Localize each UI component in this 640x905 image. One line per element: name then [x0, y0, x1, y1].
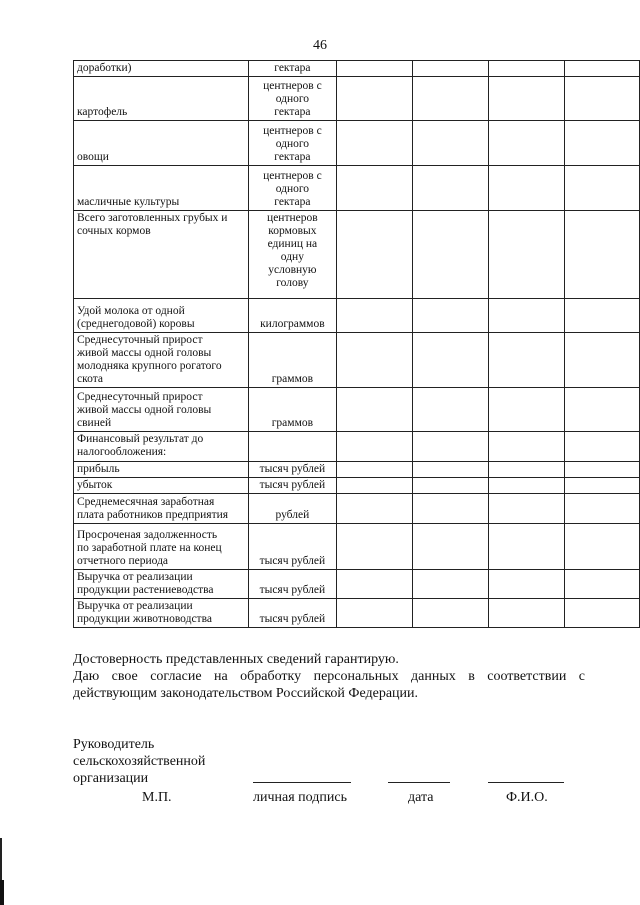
unit-cell	[249, 432, 336, 462]
indicator-name-line: Всего заготовленных грубых и	[77, 212, 228, 224]
indicator-name-line: картофель	[77, 106, 128, 118]
stamp-place-label: М.П.	[142, 790, 172, 805]
value-cell	[489, 333, 565, 388]
signature-role	[73, 736, 205, 787]
unit-line: одну	[280, 251, 304, 263]
indicator-name-line: Среднесуточный прирост	[77, 391, 203, 403]
value-cell	[336, 388, 412, 432]
value-cell	[489, 388, 565, 432]
value-cell	[412, 166, 488, 211]
value-cell	[489, 478, 565, 494]
indicator-name-cell	[74, 570, 249, 599]
name-caption: Ф.И.О.	[506, 790, 548, 805]
indicator-name-line: сочных кормов	[77, 225, 151, 237]
value-cell	[336, 478, 412, 494]
value-cell	[412, 333, 488, 388]
table-row	[74, 478, 640, 494]
value-cell	[565, 462, 640, 478]
table-row	[74, 599, 640, 628]
value-cell	[412, 121, 488, 166]
value-cell	[336, 432, 412, 462]
table-row	[74, 121, 640, 166]
table-row	[74, 77, 640, 121]
indicator-name-cell	[74, 61, 249, 77]
value-cell	[565, 494, 640, 524]
unit-line: гектара	[274, 62, 311, 74]
value-cell	[565, 166, 640, 211]
unit-line: гектара	[274, 196, 311, 208]
unit-line: тысяч рублей	[259, 463, 326, 475]
indicator-name-line: скота	[77, 373, 103, 385]
value-cell	[489, 211, 565, 299]
value-cell	[489, 299, 565, 333]
indicator-name-line: продукции растениеводства	[77, 584, 214, 596]
indicator-name-line: живой массы одной головы	[77, 347, 212, 359]
table-row	[74, 211, 640, 299]
value-cell	[489, 494, 565, 524]
indicator-name-cell	[74, 478, 249, 494]
value-cell	[336, 61, 412, 77]
value-cell	[565, 432, 640, 462]
date-line	[388, 782, 450, 783]
indicator-name-line: Просроченая задолженность	[77, 529, 218, 541]
value-cell	[336, 333, 412, 388]
value-cell	[565, 570, 640, 599]
signature-caption: личная подпись	[253, 790, 347, 805]
table-row	[74, 570, 640, 599]
declaration-guarantee: Достоверность представленных сведений гарантирую.	[73, 652, 399, 667]
value-cell	[489, 166, 565, 211]
indicator-name-line: Среднемесячная заработная	[77, 496, 215, 508]
value-cell	[412, 570, 488, 599]
value-cell	[412, 524, 488, 570]
unit-cell	[249, 570, 336, 599]
table-row	[74, 333, 640, 388]
role-line: Руководитель	[73, 737, 155, 752]
indicator-name-line: Выручка от реализации	[77, 571, 193, 583]
value-cell	[565, 524, 640, 570]
indicator-name-line: по заработной плате на конец	[77, 542, 222, 554]
indicator-name-line: овощи	[77, 151, 109, 163]
role-line: сельскохозяйственной	[73, 754, 206, 769]
value-cell	[412, 462, 488, 478]
unit-line: одного	[275, 93, 310, 105]
unit-line: рублей	[275, 509, 310, 521]
value-cell	[336, 570, 412, 599]
value-cell	[412, 599, 488, 628]
indicator-name-cell	[74, 77, 249, 121]
indicator-name-cell	[74, 299, 249, 333]
table-row	[74, 299, 640, 333]
unit-cell	[249, 166, 336, 211]
unit-line: центнеров с	[263, 170, 322, 182]
unit-cell	[249, 462, 336, 478]
indicator-name-line: доработки)	[77, 62, 132, 74]
unit-line: гектара	[274, 151, 311, 163]
value-cell	[565, 121, 640, 166]
value-cell	[336, 494, 412, 524]
value-cell	[489, 599, 565, 628]
value-cell	[336, 77, 412, 121]
indicator-name-cell	[74, 599, 249, 628]
value-cell	[412, 388, 488, 432]
unit-line: кормовых	[268, 225, 317, 237]
table-row	[74, 166, 640, 211]
indicator-name-line: Финансовый результат до	[77, 433, 204, 445]
indicators-table	[73, 60, 640, 628]
value-cell	[336, 211, 412, 299]
indicator-name-cell	[74, 166, 249, 211]
declaration-text	[73, 651, 585, 702]
indicator-name-line: прибыль	[77, 463, 120, 475]
table-row	[74, 388, 640, 432]
value-cell	[489, 524, 565, 570]
unit-cell	[249, 494, 336, 524]
value-cell	[489, 61, 565, 77]
unit-cell	[249, 121, 336, 166]
scan-edge-mark	[0, 880, 4, 905]
value-cell	[565, 478, 640, 494]
unit-cell	[249, 524, 336, 570]
table-row	[74, 61, 640, 77]
indicator-name-cell	[74, 462, 249, 478]
unit-line: тысяч рублей	[259, 584, 326, 596]
unit-cell	[249, 388, 336, 432]
indicator-name-line: Выручка от реализации	[77, 600, 193, 612]
unit-cell	[249, 599, 336, 628]
indicator-name-line: продукции животноводства	[77, 613, 212, 625]
unit-line: одного	[275, 138, 310, 150]
unit-cell	[249, 333, 336, 388]
indicator-name-cell	[74, 211, 249, 299]
indicator-name-cell	[74, 388, 249, 432]
value-cell	[565, 61, 640, 77]
unit-line: голову	[276, 277, 309, 289]
indicator-name-cell	[74, 524, 249, 570]
unit-cell	[249, 211, 336, 299]
value-cell	[565, 333, 640, 388]
unit-line: килограммов	[260, 318, 325, 330]
unit-line: центнеров с	[263, 80, 322, 92]
indicator-name-line: убыток	[77, 479, 113, 491]
unit-line: граммов	[271, 417, 314, 429]
name-line	[488, 782, 564, 783]
unit-line: условную	[268, 264, 317, 276]
table-row	[74, 524, 640, 570]
unit-line: тысяч рублей	[259, 479, 326, 491]
value-cell	[412, 61, 488, 77]
value-cell	[489, 570, 565, 599]
value-cell	[336, 166, 412, 211]
value-cell	[489, 121, 565, 166]
declaration-consent: Даю свое согласие на обработку персональных данных в соответствии с действующим законодательством Российской Федерации.	[73, 669, 585, 701]
value-cell	[336, 462, 412, 478]
value-cell	[412, 211, 488, 299]
indicator-name-line: молодняка крупного рогатого	[77, 360, 222, 372]
unit-line: центнеров с	[263, 125, 322, 137]
value-cell	[565, 299, 640, 333]
unit-line: тысяч рублей	[259, 613, 326, 625]
unit-cell	[249, 77, 336, 121]
indicator-name-line: живой массы одной головы	[77, 404, 212, 416]
indicator-name-line: Среднесуточный прирост	[77, 334, 203, 346]
unit-line: центнеров	[267, 212, 318, 224]
indicator-name-line: Удой молока от одной	[77, 305, 185, 317]
indicator-name-line: масличные культуры	[77, 196, 180, 208]
date-caption: дата	[408, 790, 434, 805]
indicator-name-cell	[74, 121, 249, 166]
indicator-name-cell	[74, 333, 249, 388]
value-cell	[336, 599, 412, 628]
value-cell	[412, 299, 488, 333]
value-cell	[336, 121, 412, 166]
indicator-name-cell	[74, 432, 249, 462]
value-cell	[412, 478, 488, 494]
value-cell	[412, 494, 488, 524]
table-row	[74, 432, 640, 462]
table-row	[74, 494, 640, 524]
value-cell	[565, 599, 640, 628]
unit-line: гектара	[274, 106, 311, 118]
indicator-name-cell	[74, 494, 249, 524]
unit-cell	[249, 61, 336, 77]
role-line: организации	[73, 771, 149, 786]
unit-line: граммов	[271, 373, 314, 385]
indicator-name-line: налогообложения:	[77, 446, 167, 458]
value-cell	[489, 77, 565, 121]
unit-line: одного	[275, 183, 310, 195]
table-row	[74, 462, 640, 478]
indicator-name-line: плата работников предприятия	[77, 509, 229, 521]
value-cell	[565, 211, 640, 299]
value-cell	[489, 462, 565, 478]
unit-cell	[249, 299, 336, 333]
value-cell	[336, 524, 412, 570]
unit-cell	[249, 478, 336, 494]
value-cell	[412, 77, 488, 121]
unit-line: единиц на	[267, 238, 318, 250]
value-cell	[412, 432, 488, 462]
value-cell	[489, 432, 565, 462]
value-cell	[565, 77, 640, 121]
unit-line: тысяч рублей	[259, 555, 326, 567]
page-number: 46	[313, 38, 327, 53]
indicator-name-line: отчетного периода	[77, 555, 169, 567]
signature-line	[253, 782, 351, 783]
value-cell	[565, 388, 640, 432]
indicator-name-line: (среднегодовой) коровы	[77, 318, 195, 330]
value-cell	[336, 299, 412, 333]
indicator-name-line: свиней	[77, 417, 112, 429]
